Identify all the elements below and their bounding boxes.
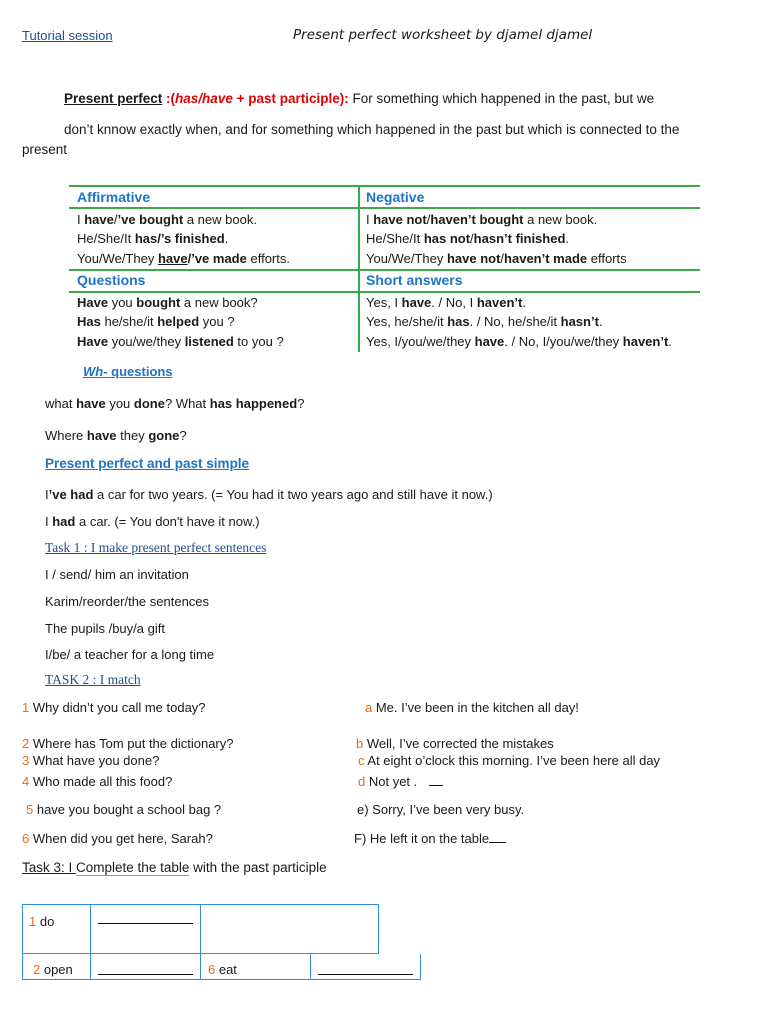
intro-term: Present perfect [64, 91, 163, 106]
task3-row2-divider-a [90, 954, 201, 980]
task2-answer-c: c At eight o’clock this morning. I’ve been here all day [358, 753, 661, 768]
task3-row1-divider [90, 904, 201, 954]
task3-row1-label: 1 do [29, 914, 55, 929]
pp-past-example-1: I’ve had a car for two years. (= You had it two years ago and still have it now.) [45, 487, 493, 502]
affirmative-row-2: He/She/It has/’s finished. [77, 231, 229, 246]
negative-row-1: I have not/haven’t bought a new book. [366, 212, 598, 227]
intro-line1-rest: For something which happened in the past, but we [348, 91, 655, 106]
task1-heading: Task 1 : I make present perfect sentences [45, 540, 267, 555]
question-row-1: Have you bought a new book? [77, 295, 258, 310]
task2-question-3: 3 What have you done? [22, 753, 160, 768]
question-row-2: Has he/she/it helped you ? [77, 314, 235, 329]
header-short-answers: Short answers [366, 272, 463, 288]
task2-question-5: 5 have you bought a school bag ? [26, 802, 222, 817]
task2-question-6: 6 When did you get here, Sarah? [22, 831, 213, 846]
task2-answer-a: a Me. I’ve been in the kitchen all day! [365, 700, 579, 715]
task3-row2b-blank[interactable] [318, 973, 413, 975]
pp-past-example-2: I had a car. (= You don't have it now.) [45, 514, 260, 529]
task3-row2-divider-b [310, 954, 311, 980]
task2-answer-d: d Not yet . [358, 774, 443, 789]
intro-formula-has: has/have [175, 91, 233, 106]
question-row-3: Have you/we/they listened to you ? [77, 334, 284, 349]
task2-answer-e: e) Sorry, I’ve been very busy. [357, 802, 525, 817]
task2-answer-b: b Well, I’ve corrected the mistakes [356, 736, 554, 751]
answer-d-blank[interactable] [429, 785, 443, 786]
task3-row1-blank[interactable] [98, 922, 193, 924]
intro-formula-open: ( [170, 91, 176, 106]
table-rule-top [69, 185, 700, 187]
negative-row-3: You/We/They have not/haven’t made efforts [366, 251, 627, 266]
answer-f-blank[interactable] [489, 842, 506, 843]
negative-row-2: He/She/It has not/hasn’t finished. [366, 231, 570, 246]
wh-example-1: what have you done? What has happened? [45, 396, 305, 411]
table-rule-1 [69, 207, 700, 209]
intro-line-1 [64, 91, 654, 106]
task3-heading: Task 3: I Complete the table with the past participle [22, 860, 327, 875]
task3-row2b-label: 6 eat [208, 962, 237, 977]
wh-example-2: Where have they gone? [45, 428, 187, 443]
task2-heading: TASK 2 : I match [45, 672, 141, 687]
task2-question-1: 1 Why didn’t you call me today? [22, 700, 206, 715]
header-affirmative: Affirmative [77, 189, 151, 205]
task1-item-2: Karim/reorder/the sentences [45, 594, 210, 609]
task2-question-4: 4 Who made all this food? [22, 774, 173, 789]
affirmative-row-1: I have/’ve bought a new book. [77, 212, 257, 227]
task1-item-1: I / send/ him an invitation [45, 567, 189, 582]
short-answer-row-2: Yes, he/she/it has. / No, he/she/it hasn’t. [366, 314, 603, 329]
pp-past-heading: Present perfect and past simple [45, 456, 250, 471]
tutorial-session-link[interactable]: Tutorial session [22, 28, 113, 43]
task3-row2-label: 2 open [33, 962, 73, 977]
header-negative: Negative [366, 189, 425, 205]
task1-item-4: I/be/ a teacher for a long time [45, 647, 215, 662]
intro-line-3: present [22, 142, 68, 157]
intro-colon: : [162, 91, 171, 106]
affirmative-row-3: You/We/They have/’ve made efforts. [77, 251, 290, 266]
task2-answer-f: F) He left it on the table [354, 831, 506, 846]
wh-questions-heading: Wh- questions [83, 364, 173, 379]
table-rule-2 [69, 269, 700, 271]
table-rule-3 [69, 291, 700, 293]
short-answer-row-3: Yes, I/you/we/they have. / No, I/you/we/they haven’t. [366, 334, 672, 349]
intro-line-2: don’t knnow exactly when, and for something which happened in the past but which is connected to the [64, 122, 680, 137]
task1-item-3: The pupils /buy/a gift [45, 621, 165, 636]
task2-question-2: 2 Where has Tom put the dictionary? [22, 736, 234, 751]
header-questions: Questions [77, 272, 146, 288]
table-column-divider [358, 185, 360, 352]
short-answer-row-1: Yes, I have. / No, I haven’t. [366, 295, 526, 310]
worksheet-title: Present perfect worksheet by djamel djamel [293, 27, 593, 43]
task3-row2-blank[interactable] [98, 973, 193, 975]
intro-formula-rest: + past participle): [232, 91, 349, 106]
